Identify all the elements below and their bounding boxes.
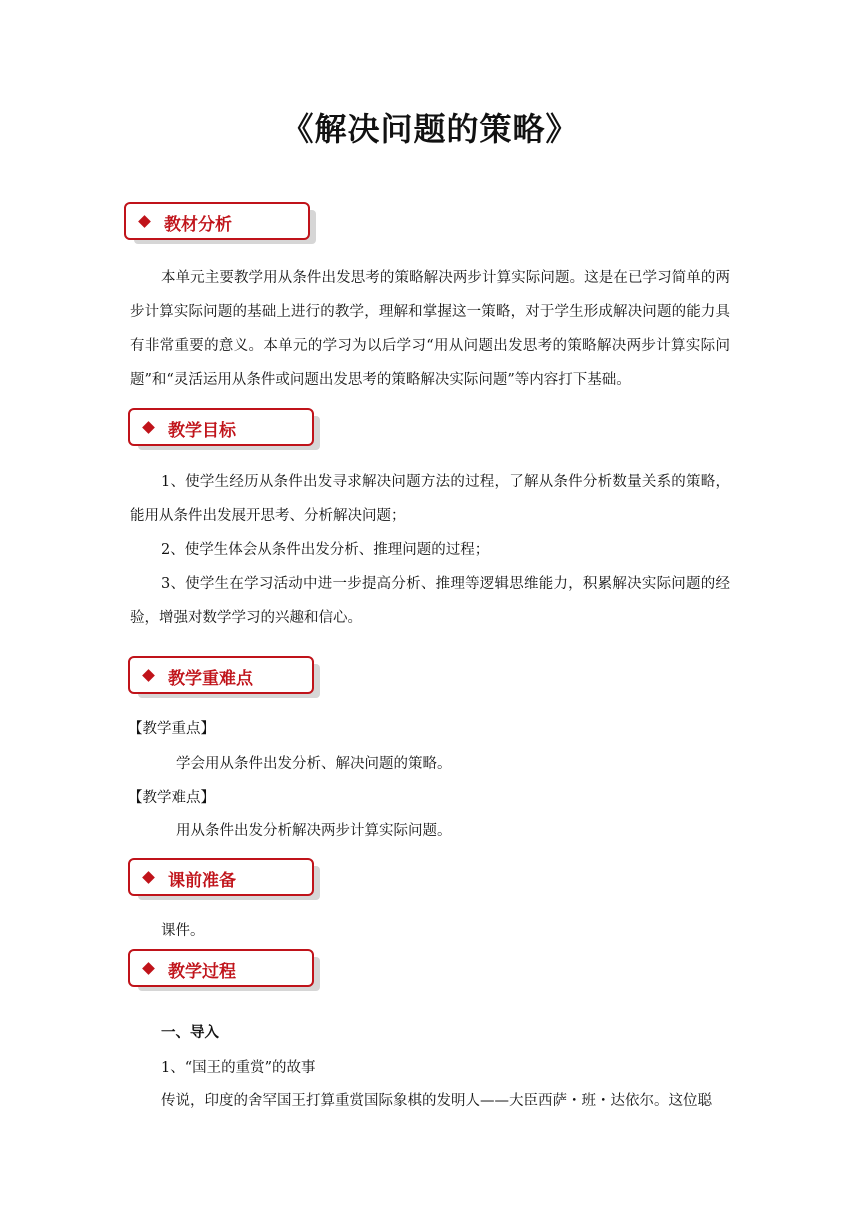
difficulty-text: 用从条件出发分析解决两步计算实际问题。 [176,823,452,839]
section-header-key-points [128,656,314,694]
section-header-goals [128,408,314,446]
preparation-text: 课件。 [161,923,205,939]
goal-item-1: 1、使学生经历从条件出发寻求解决问题方法的过程，了解从条件分析数量关系的策略，能用从条件出发展开思考、分析解决问题； [130,474,730,524]
process-heading: 一、导入 [161,1025,219,1041]
goal-item-2: 2、使学生体会从条件出发分析、推理问题的过程； [161,542,490,558]
section-header-process [128,949,314,987]
diamond-bullet-icon [142,669,155,682]
goal-item-3: 3、使学生在学习活动中进一步提高分析、推理等逻辑思维能力，积累解决实际问题的经验，增强对数学学习的兴趣和信心。 [130,576,730,626]
diamond-bullet-icon [138,215,151,228]
diamond-bullet-icon [142,962,155,975]
section-label: 教学目标 [168,421,236,441]
document-title: 《解决问题的策略》 [281,110,579,148]
analysis-paragraph: 本单元主要教学用从条件出发思考的策略解决两步计算实际问题。这是在已学习简单的两步计算实际问题的基础上进行的教学，理解和掌握这一策略，对于学生形成解决问题的能力具有非常重要的意义。本单元的学习为以后学习“用从问题出发思考的策略解决两步计算实际问题”和“灵活运用从条件或问题出发思考的策略解决实际问题”等内容打下基础。 [130,270,730,388]
section-header-analysis [124,202,310,240]
focus-label: 【教学重点】 [128,721,215,737]
section-label: 教学过程 [168,962,236,982]
section-label: 教材分析 [164,215,232,235]
section-label: 课前准备 [168,871,236,891]
difficulty-label: 【教学难点】 [128,790,215,806]
diamond-bullet-icon [142,421,155,434]
focus-text: 学会用从条件出发分析、解决问题的策略。 [176,756,452,772]
process-story: 传说，印度的舍罕国王打算重赏国际象棋的发明人——大臣西萨・班・达依尔。这位聪 [161,1093,712,1109]
process-item-1: 1、“国王的重赏”的故事 [161,1060,316,1076]
diamond-bullet-icon [142,871,155,884]
section-header-preparation [128,858,314,896]
section-label: 教学重难点 [168,669,253,689]
